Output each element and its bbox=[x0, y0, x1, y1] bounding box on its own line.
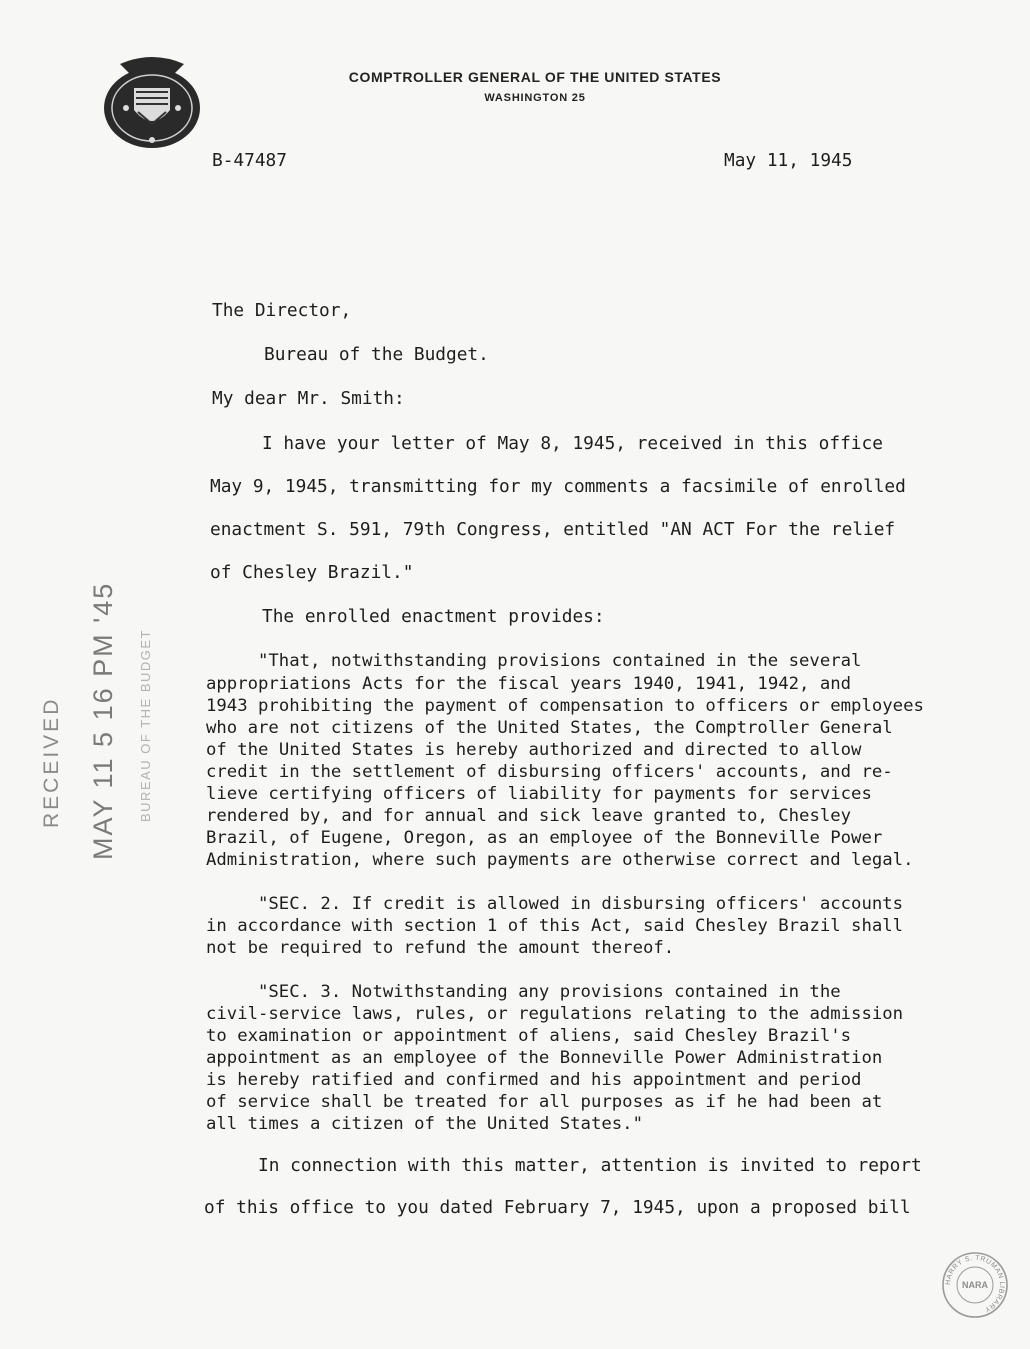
quote-s3-line-6: of service shall be treated for all purposes as if he had been at bbox=[206, 1092, 883, 1112]
intro-line-2: May 9, 1945, transmitting for my comments a facsimile of enrolled bbox=[210, 476, 906, 497]
quote-s1-line-5: of the United States is hereby authorized and directed to allow bbox=[206, 740, 862, 760]
quote-s3-line-2: civil-service laws, rules, or regulations relating to the admission bbox=[206, 1004, 904, 1024]
closing-line-2: of this office to you dated February 7, 1945, upon a proposed bill bbox=[204, 1197, 911, 1218]
received-stamp-office: BUREAU OF THE BUDGET bbox=[138, 628, 153, 822]
quote-s1-line-10: Administration, where such payments are otherwise correct and legal. bbox=[206, 850, 914, 870]
provides-line: The enrolled enactment provides: bbox=[262, 606, 605, 627]
intro-line-3: enactment S. 591, 79th Congress, entitled "AN ACT For the relief bbox=[210, 519, 896, 540]
quote-s2-line-2: in accordance with section 1 of this Act, said Chesley Brazil shall bbox=[206, 916, 904, 936]
comptroller-seal-icon bbox=[100, 52, 204, 152]
received-stamp-label: RECEIVED bbox=[40, 696, 63, 828]
received-stamp-datetime: MAY 11 5 16 PM '45 bbox=[88, 581, 118, 860]
closing-line-1: In connection with this matter, attention is invited to report bbox=[258, 1155, 922, 1176]
nara-stamp-ring-text: HARRY S. TRUMAN LIBRARY bbox=[944, 1254, 1006, 1313]
file-number: B-47487 bbox=[212, 150, 287, 171]
quote-s1-line-8: rendered by, and for annual and sick leave granted to, Chesley bbox=[206, 806, 852, 826]
letterhead-city: WASHINGTON 25 bbox=[484, 92, 586, 104]
quote-s1-line-4: who are not citizens of the United States, the Comptroller General bbox=[206, 718, 893, 738]
quote-s3-line-5: is hereby ratified and confirmed and his appointment and period bbox=[206, 1070, 862, 1090]
quote-s1-line-1: "That, notwithstanding provisions contained in the several bbox=[258, 651, 862, 671]
quote-s1-line-2: appropriations Acts for the fiscal years 1940, 1941, 1942, and bbox=[206, 674, 852, 694]
quote-s1-line-6: credit in the settlement of disbursing officers' accounts, and re- bbox=[206, 762, 893, 782]
quote-s3-line-1: "SEC. 3. Notwithstanding any provisions contained in the bbox=[258, 982, 841, 1002]
nara-stamp-inner-text: NARA bbox=[962, 1280, 988, 1290]
quote-s2-line-3: not be required to refund the amount thereof. bbox=[206, 938, 675, 958]
letter-date: May 11, 1945 bbox=[724, 150, 853, 171]
addressee-line-2: Bureau of the Budget. bbox=[264, 344, 489, 365]
quote-s3-line-7: all times a citizen of the United States." bbox=[206, 1114, 643, 1134]
quote-s1-line-3: 1943 prohibiting the payment of compensation to officers or employees bbox=[206, 696, 924, 716]
addressee-line-1: The Director, bbox=[212, 300, 352, 321]
quote-s1-line-9: Brazil, of Eugene, Oregon, as an employee of the Bonneville Power bbox=[206, 828, 883, 848]
quote-s3-line-3: to examination or appointment of aliens, said Chesley Brazil's bbox=[206, 1026, 852, 1046]
quote-s1-line-7: lieve certifying officers of liability for payments for services bbox=[206, 784, 872, 804]
intro-line-1: I have your letter of May 8, 1945, received in this office bbox=[262, 433, 883, 454]
quote-s3-line-4: appointment as an employee of the Bonneville Power Administration bbox=[206, 1048, 883, 1068]
letterhead-title: COMPTROLLER GENERAL OF THE UNITED STATES bbox=[348, 69, 722, 85]
salutation: My dear Mr. Smith: bbox=[212, 388, 405, 409]
nara-library-stamp bbox=[940, 1250, 1010, 1320]
quote-s2-line-1: "SEC. 2. If credit is allowed in disbursing officers' accounts bbox=[258, 894, 904, 914]
intro-line-4: of Chesley Brazil." bbox=[210, 562, 414, 583]
